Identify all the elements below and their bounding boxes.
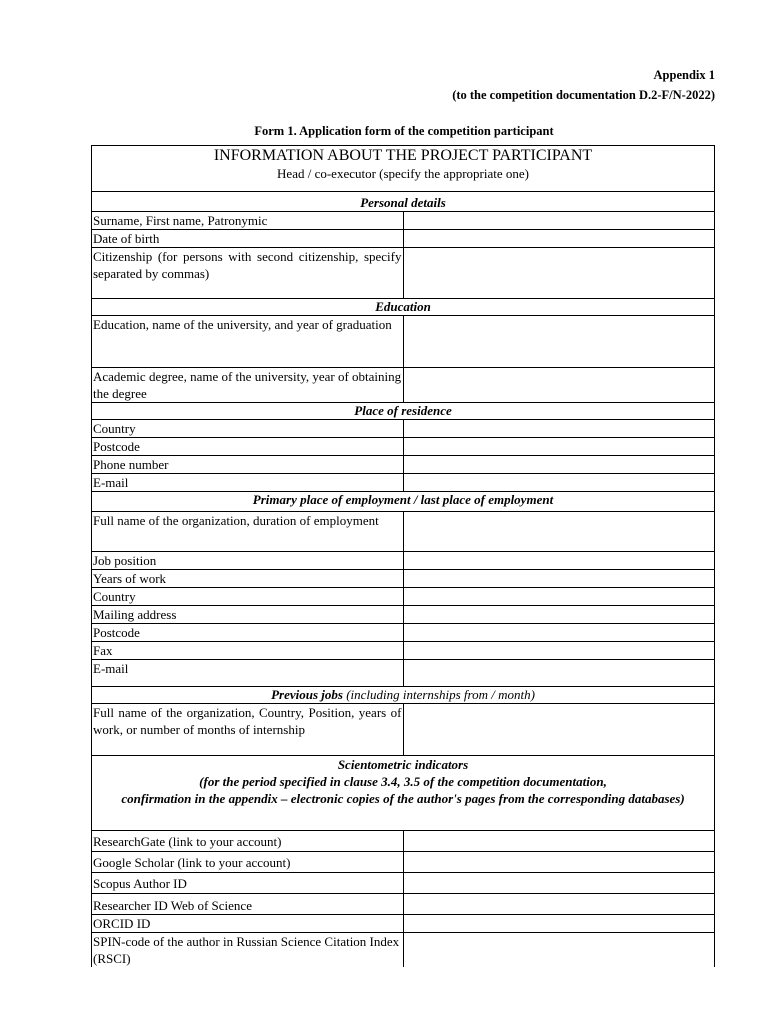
input-full-name[interactable]: [403, 212, 715, 230]
input-researchgate[interactable]: [403, 831, 715, 852]
appendix-number: Appendix 1: [653, 68, 715, 82]
label-scopus-author-id: Scopus Author ID: [92, 873, 404, 894]
label-google-scholar: Google Scholar (link to your account): [92, 852, 404, 873]
input-residence-postcode[interactable]: [403, 438, 715, 456]
label-education: Education, name of the university, and year of graduation: [92, 316, 404, 368]
section-place-of-residence: Place of residence: [92, 403, 715, 420]
input-phone-number[interactable]: [403, 456, 715, 474]
previous-jobs-note: (including internships from / month): [342, 687, 535, 702]
section-previous-jobs: [92, 687, 715, 704]
input-orcid-id[interactable]: [403, 915, 715, 933]
application-form-table: [91, 145, 715, 967]
input-spin-code[interactable]: [403, 933, 715, 968]
input-date-of-birth[interactable]: [403, 230, 715, 248]
label-academic-degree: Academic degree, name of the university, year of obtaining the degree: [93, 369, 402, 401]
label-organization: Full name of the organization, duration of employment: [92, 512, 404, 552]
label-researcher-id: Researcher ID Web of Science: [92, 894, 404, 915]
section-employment: Primary place of employment / last place of employment: [92, 492, 715, 512]
scientometric-period-note: (for the period specified in clause 3.4, 3.5 of the competition documentation,: [199, 774, 607, 789]
main-title: INFORMATION ABOUT THE PROJECT PARTICIPANT: [213, 147, 593, 164]
label-citizenship: Citizenship (for persons with second citizenship, specify separated by commas): [92, 248, 404, 299]
input-job-position[interactable]: [403, 552, 715, 570]
input-organization[interactable]: [403, 512, 715, 552]
label-residence-postcode: Postcode: [92, 438, 404, 456]
label-fax: Fax: [92, 642, 404, 660]
label-employment-country: Country: [92, 588, 404, 606]
label-residence-country: Country: [92, 420, 404, 438]
input-years-of-work[interactable]: [403, 570, 715, 588]
scientometric-confirmation-note: confirmation in the appendix – electronic copies of the author's pages from the corresponding databases): [121, 791, 685, 806]
label-mailing-address: Mailing address: [92, 606, 404, 624]
label-spin-code: SPIN-code of the author in Russian Science Citation Index (RSCI): [92, 933, 404, 968]
input-employment-country[interactable]: [403, 588, 715, 606]
label-date-of-birth: Date of birth: [92, 230, 404, 248]
input-citizenship[interactable]: [403, 248, 715, 299]
label-years-of-work: Years of work: [92, 570, 404, 588]
appendix-reference: (to the competition documentation D.2-F/N-2022): [452, 88, 715, 102]
main-header-cell: [92, 146, 715, 192]
section-education: Education: [92, 299, 715, 316]
input-residence-email[interactable]: [403, 474, 715, 492]
input-researcher-id[interactable]: [403, 894, 715, 915]
form-title: Form 1. Application form of the competition participant: [254, 124, 554, 138]
input-education[interactable]: [403, 316, 715, 368]
input-scopus-author-id[interactable]: [403, 873, 715, 894]
label-full-name: Surname, First name, Patronymic: [92, 212, 404, 230]
label-employment-postcode: Postcode: [92, 624, 404, 642]
input-employment-email[interactable]: [403, 660, 715, 687]
label-phone-number: Phone number: [92, 456, 404, 474]
label-employment-email: E-mail: [92, 660, 404, 687]
input-mailing-address[interactable]: [403, 606, 715, 624]
scientometric-title: Scientometric indicators: [337, 757, 469, 772]
label-orcid-id: ORCID ID: [92, 915, 404, 933]
label-researchgate: ResearchGate (link to your account): [92, 831, 404, 852]
label-previous-jobs: Full name of the organization, Country, Position, years of work, or number of months of internship: [92, 704, 404, 756]
input-fax[interactable]: [403, 642, 715, 660]
label-residence-email: E-mail: [92, 474, 404, 492]
main-subtitle: Head / co-executor (specify the appropriate one): [277, 166, 529, 181]
input-residence-country[interactable]: [403, 420, 715, 438]
input-google-scholar[interactable]: [403, 852, 715, 873]
section-scientometric-indicators: [92, 756, 715, 831]
previous-jobs-title: Previous jobs: [271, 687, 343, 702]
section-personal-details: Personal details: [92, 192, 715, 212]
input-academic-degree[interactable]: [403, 368, 715, 403]
input-previous-jobs[interactable]: [403, 704, 715, 756]
label-job-position: Job position: [92, 552, 404, 570]
input-employment-postcode[interactable]: [403, 624, 715, 642]
